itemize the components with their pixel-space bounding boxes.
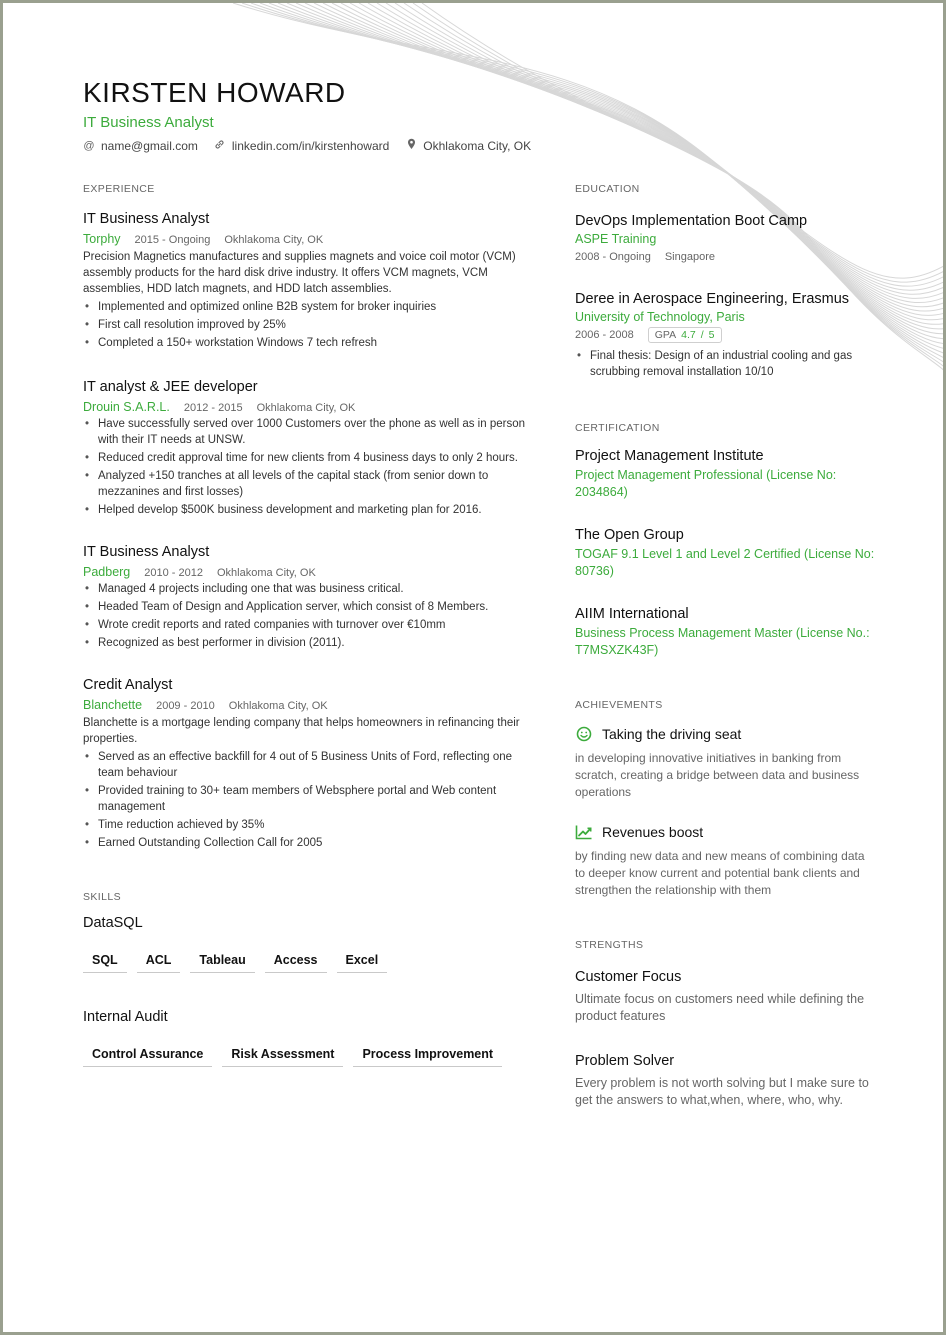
certification-item [575, 448, 875, 501]
certification-title: AIIM International [575, 606, 689, 622]
job-title: IT Business Analyst [83, 544, 210, 560]
strengths-section-title: STRENGTHS [575, 939, 644, 951]
education-title: Deree in Aerospace Engineering, Erasmus [575, 291, 850, 307]
job-company: Blanchette [83, 698, 143, 712]
gpa-value: 4.7 [681, 329, 696, 341]
job-bullet: • Provided training to 30+ team members of Websphere portal and Web content management [83, 783, 533, 815]
strength-title: Problem Solver [575, 1053, 675, 1069]
education-item [575, 211, 875, 263]
skill-tag: Tableau [190, 951, 254, 973]
job-item [83, 211, 533, 351]
gpa-separator: / [700, 329, 704, 341]
job-bullet: • Earned Outstanding Collection Call for 2005 [83, 835, 533, 851]
experience-section-title: EXPERIENCE [83, 183, 155, 195]
job-description: Precision Magnetics manufactures and supplies magnets and voice coil motor (VCM) assembly products for the hard disk drive industry. It offers VCM magnets, VCM assemblies, HDD latch magnets, and HDD latch assemblies. [83, 251, 516, 295]
education-bullet: • Final thesis: Design of an industrial cooling and gas scrubbing removal installation 10/10 [575, 348, 875, 380]
job-bullet: • Reduced credit approval time for new clients from 4 business days to only 2 hours. [83, 450, 533, 466]
job-bullets [83, 581, 533, 651]
education-meta [575, 327, 875, 343]
achievement-item [575, 725, 875, 801]
certification-detail: TOGAF 9.1 Level 1 and Level 2 Certified (License No: 80736) [575, 547, 875, 578]
certification-title: Project Management Institute [575, 448, 764, 464]
job-dates: 2012 - 2015 [183, 402, 243, 414]
candidate-name: KIRSTEN HOWARD [83, 77, 346, 108]
map-pin-icon [405, 138, 417, 153]
education-dates: 2008 - Ongoing [575, 251, 651, 263]
achievement-title: Taking the driving seat [602, 726, 742, 742]
achievement-head [575, 725, 875, 743]
skill-tag: ACL [137, 951, 181, 973]
gpa-badge [648, 327, 722, 343]
education-bullets [575, 348, 875, 380]
strength-item [575, 969, 875, 1025]
achievements-section-title: ACHIEVEMENTS [575, 699, 663, 711]
contact-email[interactable] [83, 138, 198, 153]
certification-title: The Open Group [575, 527, 684, 543]
job-bullets [83, 416, 533, 518]
skills-section [83, 891, 533, 1067]
linkedin-text: linkedin.com/in/kirstenhoward [231, 138, 390, 153]
education-section-title: EDUCATION [575, 183, 640, 195]
right-column [575, 183, 875, 1109]
job-title: IT Business Analyst [83, 211, 210, 227]
education-title: DevOps Implementation Boot Camp [575, 213, 808, 229]
job-item [83, 544, 533, 651]
job-item [83, 379, 533, 518]
certification-section-title: CERTIFICATION [575, 422, 660, 434]
achievement-item [575, 823, 875, 899]
job-company: Padberg [83, 565, 131, 579]
job-company: Torphy [83, 232, 121, 246]
job-bullet: • First call resolution improved by 25% [83, 317, 533, 333]
chart-up-icon [575, 823, 593, 841]
achievement-head [575, 823, 875, 841]
link-icon [214, 139, 226, 153]
experience-list [83, 211, 533, 851]
job-bullets [83, 749, 533, 851]
job-bullet: • Time reduction achieved by 35% [83, 817, 533, 833]
job-description: Blanchette is a mortgage lending company that helps homeowners in refinancing their properties. [83, 717, 520, 745]
job-meta [83, 232, 533, 246]
education-school: ASPE Training [575, 232, 657, 246]
certification-list [575, 448, 875, 659]
job-bullet: • Implemented and optimized online B2B system for broker inquiries [83, 299, 533, 315]
contact-row [83, 138, 531, 153]
job-company: Drouin S.A.R.L. [83, 400, 170, 414]
skills-section-title: SKILLS [83, 891, 122, 903]
education-item [575, 289, 875, 380]
job-title: IT analyst & JEE developer [83, 379, 258, 395]
strength-title: Customer Focus [575, 969, 682, 985]
job-bullet: • Served as an effective backfill for 4 out of 5 Business Units of Ford, reflecting one team behaviour [83, 749, 533, 781]
job-bullet: • Have successfully served over 1000 Customers over the phone as well as in person with their IT needs at UNSW. [83, 416, 533, 448]
skill-tag: Excel [337, 951, 388, 973]
smile-icon [575, 725, 593, 743]
skill-tag: SQL [83, 951, 127, 973]
certification-detail: Project Management Professional (License No: 2034864) [575, 468, 837, 499]
skill-tag: Risk Assessment [222, 1045, 343, 1067]
skill-group-title: DataSQL [83, 915, 143, 931]
job-location: Okhlakoma City, OK [256, 402, 356, 414]
skill-group-title: Internal Audit [83, 1009, 168, 1025]
skill-tag: Control Assurance [83, 1045, 212, 1067]
job-bullet: • Helped develop $500K business development and marketing plan for 2016. [83, 502, 533, 518]
job-meta [83, 565, 533, 579]
skill-groups [83, 915, 533, 1067]
achievement-desc: by finding new data and new means of combining data to deeper know current and potential bank clients and strengthen the relationship with them [575, 849, 865, 897]
job-meta [83, 400, 533, 414]
education-meta [575, 251, 875, 263]
candidate-role: IT Business Analyst [83, 114, 214, 131]
job-bullet: • Wrote credit reports and rated companies with turnover over €10mm [83, 617, 533, 633]
job-location: Okhlakoma City, OK [228, 700, 328, 712]
strengths-list [575, 969, 875, 1109]
job-bullet: • Managed 4 projects including one that was business critical. [83, 581, 533, 597]
strength-desc: Ultimate focus on customers need while defining the product features [575, 992, 865, 1023]
gpa-label: GPA [654, 329, 677, 341]
job-title: Credit Analyst [83, 677, 173, 693]
education-location: Singapore [664, 251, 715, 263]
contact-linkedin[interactable] [214, 138, 389, 153]
resume-header [83, 77, 531, 153]
job-dates: 2009 - 2010 [156, 700, 215, 712]
location-text: Okhlakoma City, OK [423, 138, 532, 153]
job-bullets [83, 299, 533, 351]
skill-group [83, 915, 533, 973]
job-dates: 2010 - 2012 [144, 567, 203, 579]
certification-item [575, 527, 875, 580]
skill-tags [83, 1045, 533, 1067]
certification-detail: Business Process Management Master (License No.: T7MSXZK43F) [575, 626, 870, 657]
skill-tags [83, 951, 533, 973]
achievement-title: Revenues boost [602, 824, 704, 840]
job-location: Okhlakoma City, OK [216, 567, 316, 579]
job-bullet: • Completed a 150+ workstation Windows 7 tech refresh [83, 335, 533, 351]
left-column [83, 183, 533, 1067]
job-bullet: • Headed Team of Design and Application server, which consist of 8 Members. [83, 599, 533, 615]
achievement-desc: in developing innovative initiatives in banking from scratch, creating a bridge between data and business operations [575, 751, 860, 799]
skill-tag: Access [265, 951, 327, 973]
gpa-max: 5 [708, 329, 715, 341]
job-bullet: • Analyzed +150 tranches at all levels of the capital stack (from senior down to mezzanines and first losses) [83, 468, 533, 500]
email-text: name@gmail.com [101, 138, 198, 153]
job-location: Okhlakoma City, OK [224, 234, 324, 246]
skill-group [83, 1009, 533, 1067]
job-bullet: • Recognized as best performer in division (2011). [83, 635, 533, 651]
certification-item [575, 606, 875, 659]
education-school: University of Technology, Paris [575, 310, 745, 324]
strength-desc: Every problem is not worth solving but I make sure to get the answers to what,when, where, who, why. [575, 1076, 869, 1107]
job-meta [83, 698, 533, 712]
job-dates: 2015 - Ongoing [134, 234, 211, 246]
job-item [83, 677, 533, 851]
skill-tag: Process Improvement [353, 1045, 502, 1067]
at-icon: @ [83, 139, 95, 152]
contact-location [405, 138, 531, 153]
education-dates: 2006 - 2008 [575, 329, 634, 341]
strength-item [575, 1053, 875, 1109]
